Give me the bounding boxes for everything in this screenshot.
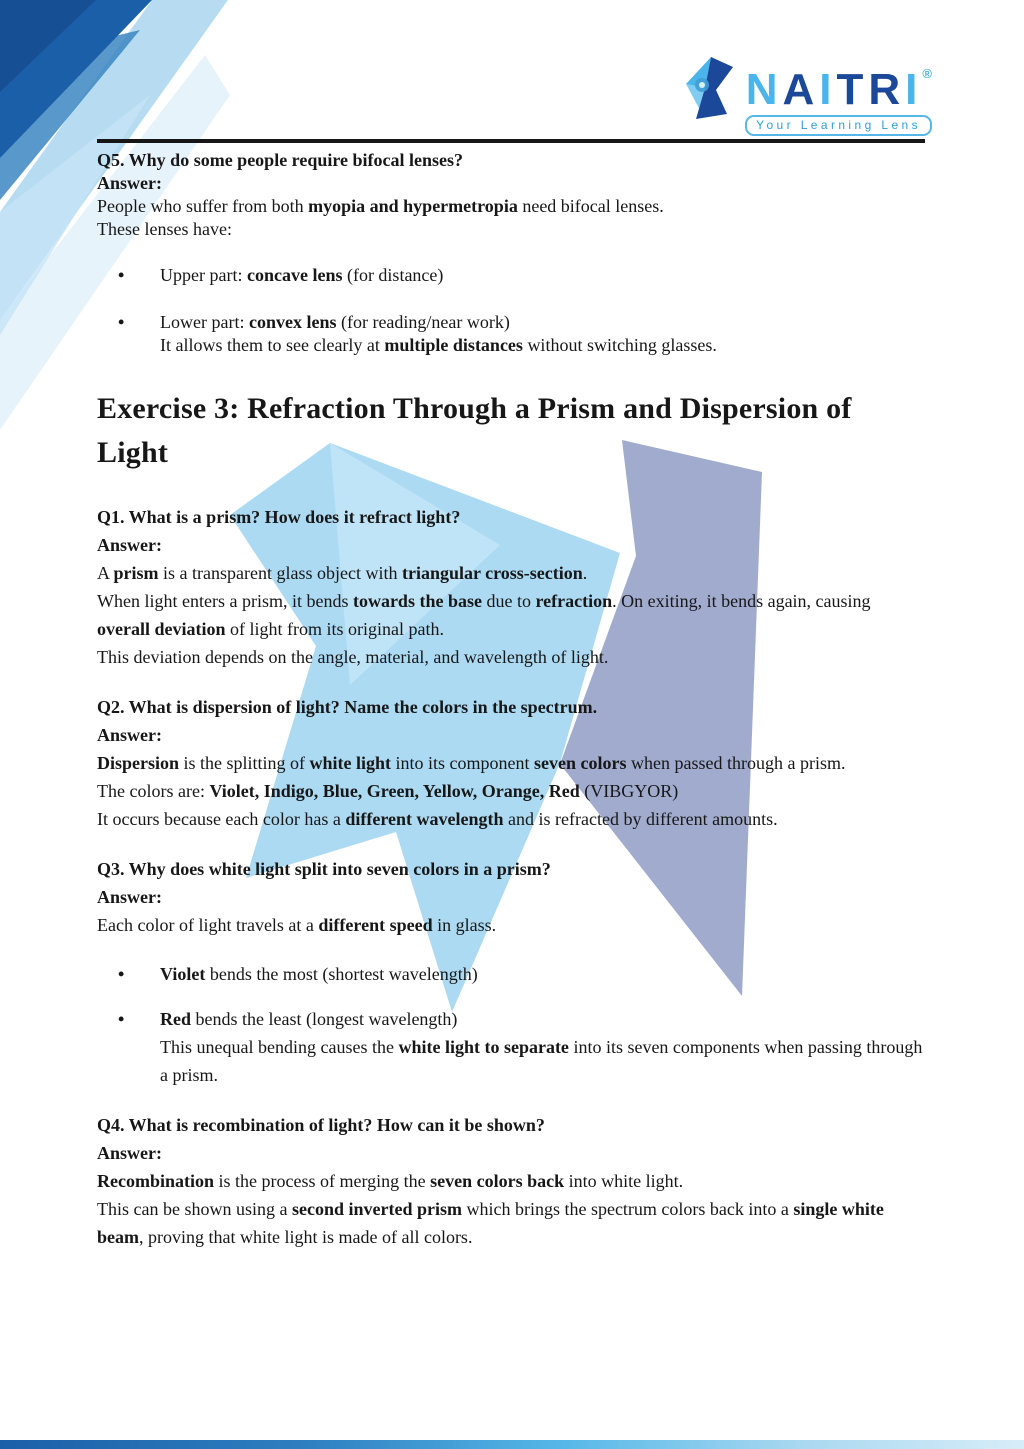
answer-paragraph	[97, 749, 927, 777]
bold-text-segment: towards the base	[352, 591, 482, 611]
text-segment: which brings the spectrum colors back into a	[461, 1199, 794, 1219]
bullet-line	[160, 311, 927, 334]
question-line: Q3. Why does white light split into seven colors in a prism?	[97, 859, 551, 879]
bold-text-segment: different wavelength	[345, 809, 504, 829]
bold-text-segment: seven colors back	[430, 1171, 565, 1191]
qa-section	[97, 855, 927, 1089]
bullet-item	[97, 960, 927, 988]
text-segment: bends the least (longest wavelength)	[191, 1009, 458, 1029]
bold-text-segment: white light to separate	[398, 1037, 569, 1057]
answer-paragraph	[97, 1195, 927, 1251]
text-segment: into its seven components when passing through a prism.	[160, 1037, 923, 1085]
text-segment: It allows them to see clearly at	[160, 335, 385, 355]
bullet-text	[138, 960, 927, 988]
bold-text-segment: triangular cross-section	[401, 563, 583, 583]
logo-letter: A	[782, 65, 820, 114]
bold-text-segment: myopia and hypermetropia	[308, 196, 518, 216]
text-segment: is the splitting of	[179, 753, 310, 773]
text-segment: due to	[481, 591, 536, 611]
logo-wordmark	[746, 52, 932, 112]
text-segment: is a transparent glass object with	[158, 563, 402, 583]
naitri-logo	[681, 52, 932, 136]
text-segment: is the process of merging the	[214, 1171, 431, 1191]
bullet-marker: •	[118, 1009, 125, 1029]
bold-text-segment: white light	[309, 753, 392, 773]
text-segment: Lower part:	[160, 312, 249, 332]
bullet-marker: •	[118, 964, 125, 984]
text-segment: when passed through a prism.	[626, 753, 846, 773]
text-segment: need bifocal lenses.	[517, 196, 664, 216]
text-segment: of light from its original path.	[225, 619, 444, 639]
document-body	[0, 133, 1024, 1251]
answer-paragraph	[97, 587, 927, 643]
bold-text-segment: refraction	[535, 591, 613, 611]
registered-mark: ®	[922, 66, 932, 81]
bold-text-segment: second inverted prism	[291, 1199, 462, 1219]
text-segment: into its component	[391, 753, 535, 773]
bullet-line	[160, 1005, 927, 1033]
logo-tagline: Your Learning Lens	[745, 115, 932, 136]
bullet-line	[160, 1033, 927, 1089]
logo-text-column	[745, 52, 932, 136]
answer-paragraph	[97, 195, 927, 218]
qa-section	[97, 503, 927, 671]
naitri-logo-icon	[681, 54, 737, 122]
text-segment: . On exiting, it bends again, causing	[612, 591, 871, 611]
text-segment: in glass.	[432, 915, 497, 935]
bullet-text	[138, 264, 927, 287]
bold-text-segment: Dispersion	[97, 753, 180, 773]
text-segment: (VIBGYOR)	[579, 781, 679, 801]
question-line: Q1. What is a prism? How does it refract light?	[97, 507, 461, 527]
bullet-line	[160, 264, 927, 287]
answer-paragraph	[97, 559, 927, 587]
answer-paragraph	[97, 777, 927, 805]
bullet-item	[97, 264, 927, 287]
answer-label: Answer:	[97, 887, 162, 907]
text-segment: into white light.	[564, 1171, 684, 1191]
bold-text-segment: prism	[113, 563, 159, 583]
bold-text-segment: overall deviation	[97, 619, 226, 639]
bold-text-segment: different speed	[318, 915, 433, 935]
text-segment: It occurs because each color has a	[97, 809, 346, 829]
logo-letter: T	[836, 65, 869, 114]
bullet-marker: •	[118, 312, 125, 332]
bold-text-segment: Recombination	[97, 1171, 214, 1191]
text-segment: (for distance)	[342, 265, 444, 285]
bullet-item	[97, 1005, 927, 1089]
qa-section	[97, 1111, 927, 1251]
answer-paragraph	[97, 218, 927, 241]
logo-letter: I	[905, 65, 923, 114]
bold-text-segment: concave lens	[246, 265, 343, 285]
bullet-text	[138, 1005, 927, 1089]
bullet-marker: •	[118, 265, 125, 285]
answer-label: Answer:	[97, 725, 162, 745]
text-segment: (for reading/near work)	[336, 312, 510, 332]
answer-paragraph	[97, 911, 927, 939]
bold-text-segment: Violet	[160, 964, 206, 984]
question-line: Q2. What is dispersion of light? Name the colors in the spectrum.	[97, 697, 598, 717]
footer-gradient-bar	[0, 1440, 1024, 1449]
logo-letter: R	[868, 65, 906, 114]
text-segment: bends the most (shortest wavelength)	[205, 964, 478, 984]
bold-text-segment: single white beam	[97, 1199, 884, 1247]
text-segment: This unequal bending causes the	[160, 1037, 399, 1057]
text-segment: A	[97, 563, 114, 583]
header-divider	[97, 139, 925, 143]
text-segment: , proving that white light is made of all colors.	[139, 1227, 473, 1247]
text-segment: This deviation depends on the angle, material, and wavelength of light.	[97, 647, 609, 667]
text-segment: without switching glasses.	[522, 335, 717, 355]
page-header	[0, 0, 1024, 133]
text-segment: People who suffer from both	[97, 196, 309, 216]
text-segment: Upper part:	[160, 265, 247, 285]
text-segment: and is refracted by different amounts.	[503, 809, 778, 829]
logo-letter: N	[745, 65, 783, 114]
answer-paragraph	[97, 805, 927, 833]
qa-section	[97, 149, 927, 357]
answer-paragraph	[97, 1167, 927, 1195]
bullet-list	[97, 264, 927, 357]
bold-text-segment: multiple distances	[384, 335, 523, 355]
question-line: Q5. Why do some people require bifocal lenses?	[97, 150, 464, 170]
bullet-line	[160, 960, 927, 988]
bold-text-segment: convex lens	[248, 312, 337, 332]
bullet-text	[138, 311, 927, 357]
text-segment: The colors are:	[97, 781, 210, 801]
bold-text-segment: Violet, Indigo, Blue, Green, Yellow, Orange, Red	[209, 781, 580, 801]
text-segment: These lenses have:	[97, 219, 232, 239]
bullet-line	[160, 334, 927, 357]
answer-label: Answer:	[97, 1143, 162, 1163]
question-line: Q4. What is recombination of light? How can it be shown?	[97, 1115, 545, 1135]
qa-section	[97, 693, 927, 833]
exercise-heading: Exercise 3: Refraction Through a Prism and Dispersion of Light	[97, 392, 852, 469]
text-segment: This can be shown using a	[97, 1199, 292, 1219]
bullet-item	[97, 311, 927, 357]
text-segment: When light enters a prism, it bends	[97, 591, 353, 611]
answer-paragraph	[97, 643, 927, 671]
text-segment: Each color of light travels at a	[97, 915, 319, 935]
logo-letter: I	[819, 65, 837, 114]
bold-text-segment: seven colors	[534, 753, 627, 773]
answer-label: Answer:	[97, 535, 162, 555]
text-segment: .	[582, 563, 588, 583]
bold-text-segment: Red	[160, 1009, 191, 1029]
answer-label: Answer:	[97, 173, 162, 193]
bullet-list	[97, 960, 927, 1089]
